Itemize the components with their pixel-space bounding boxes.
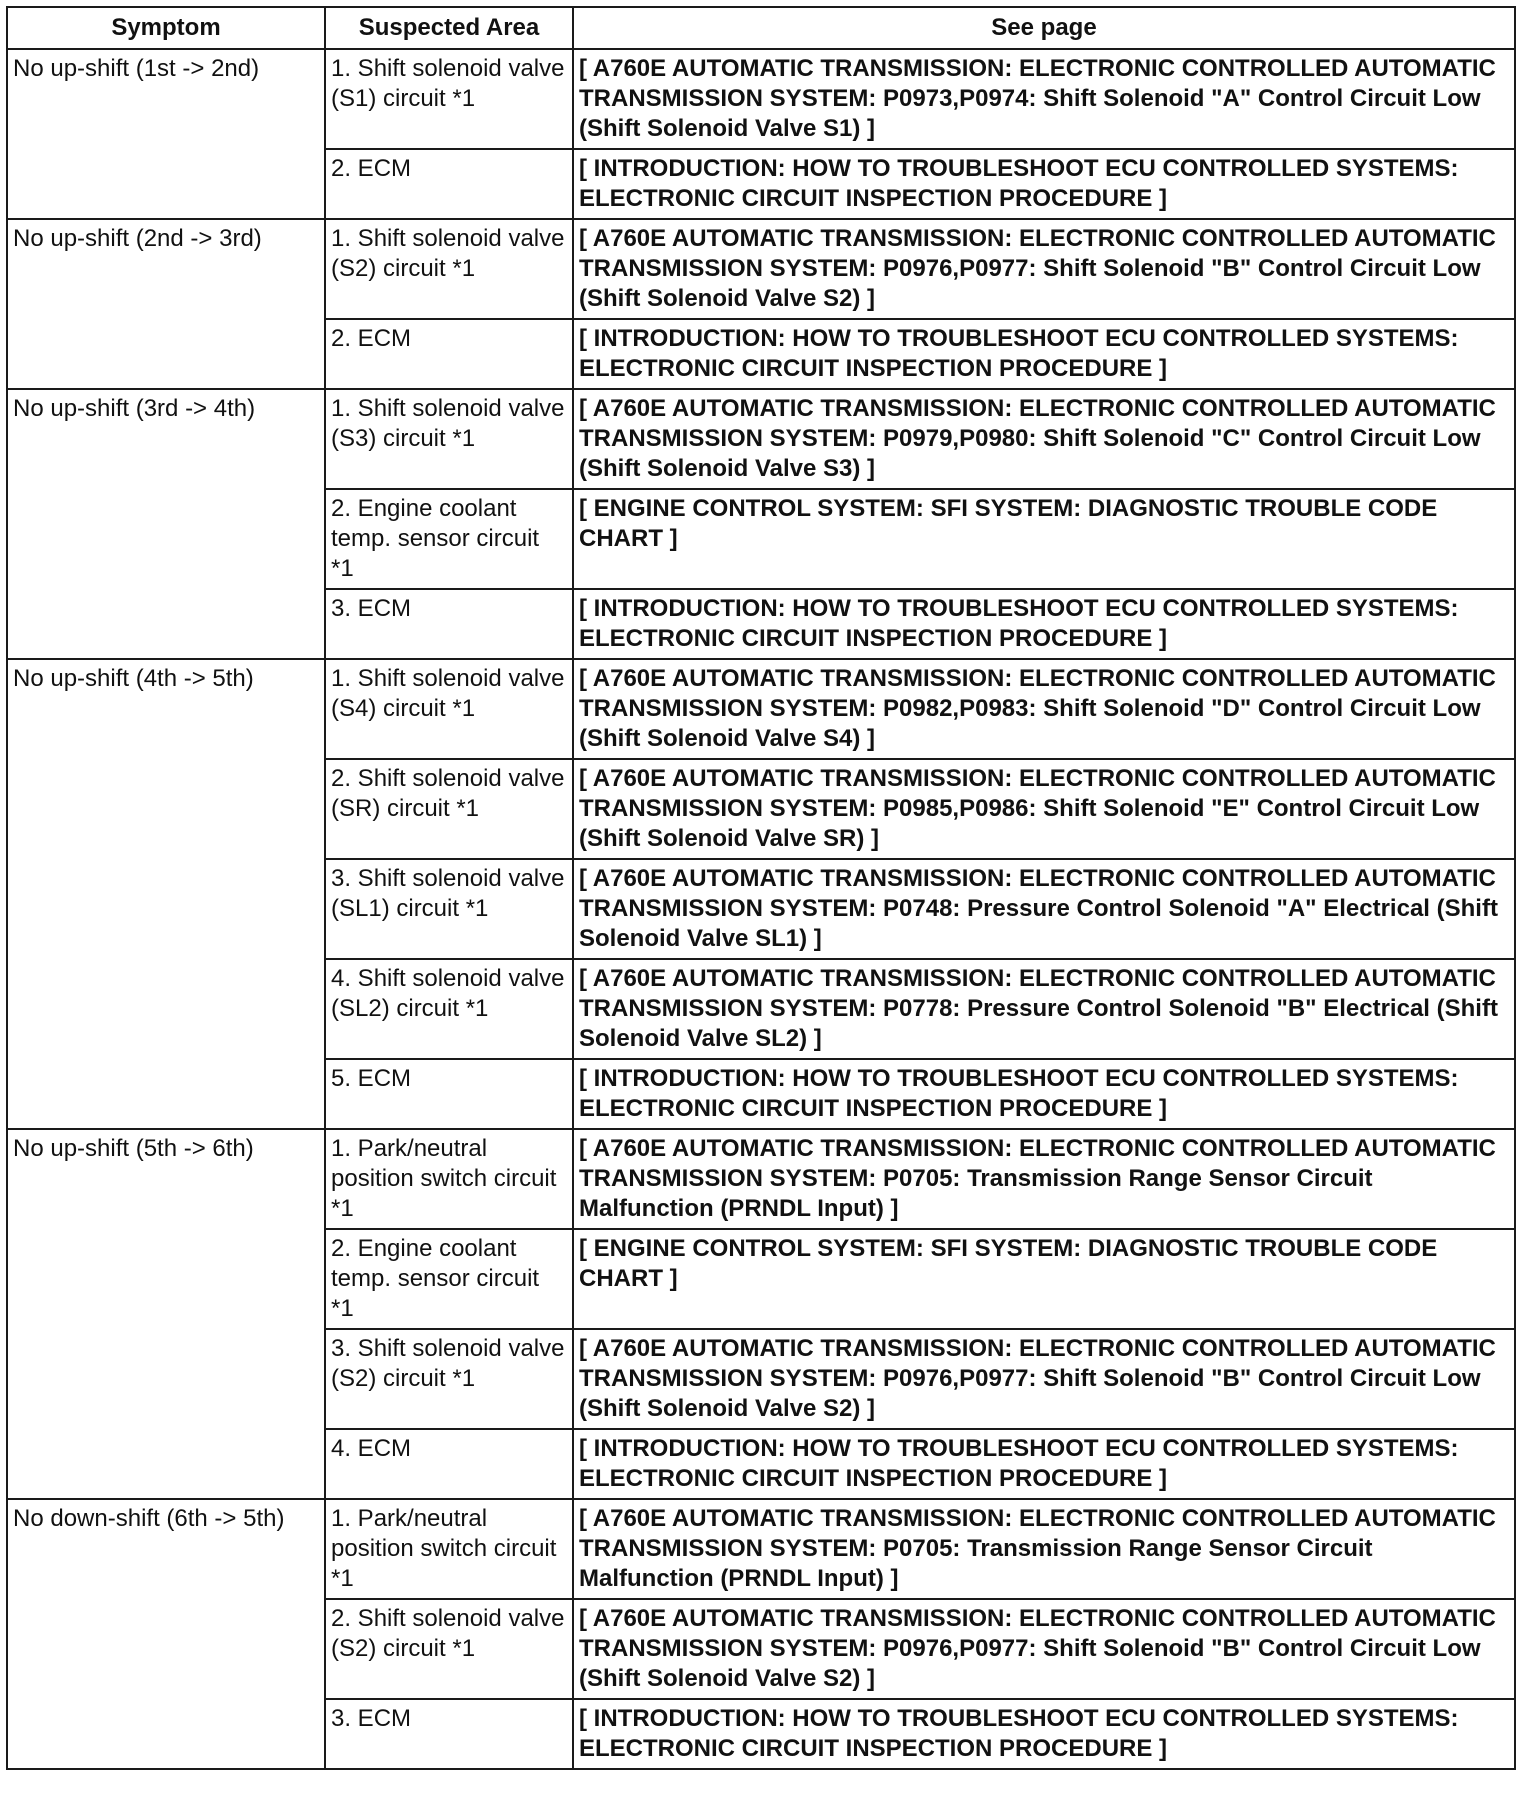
suspected-area-cell: 1. Shift solenoid valve (S1) circuit *1 [325, 49, 573, 149]
suspected-area-cell: 2. ECM [325, 319, 573, 389]
table-row [7, 1129, 1515, 1229]
table-row [7, 389, 1515, 489]
table-row [7, 659, 1515, 759]
suspected-area-cell: 5. ECM [325, 1059, 573, 1129]
see-page-link[interactable]: [ A760E AUTOMATIC TRANSMISSION: ELECTRONIC CONTROLLED AUTOMATIC TRANSMISSION SYSTEM: P0976,P0977: Shift Solenoid "B" Control Circuit Low (Shift Solenoid Valve S2) ] [573, 1599, 1515, 1699]
symptom-cell: No down-shift (6th -> 5th) [7, 1499, 325, 1769]
suspected-area-cell: 1. Shift solenoid valve (S4) circuit *1 [325, 659, 573, 759]
suspected-area-cell: 1. Shift solenoid valve (S3) circuit *1 [325, 389, 573, 489]
see-page-link[interactable]: [ INTRODUCTION: HOW TO TROUBLESHOOT ECU CONTROLLED SYSTEMS: ELECTRONIC CIRCUIT INSPECTION PROCEDURE ] [573, 1699, 1515, 1769]
see-page-link[interactable]: [ ENGINE CONTROL SYSTEM: SFI SYSTEM: DIAGNOSTIC TROUBLE CODE CHART ] [573, 489, 1515, 589]
header-symptom: Symptom [7, 7, 325, 49]
header-see-page: See page [573, 7, 1515, 49]
suspected-area-cell: 3. Shift solenoid valve (SL1) circuit *1 [325, 859, 573, 959]
see-page-link[interactable]: [ INTRODUCTION: HOW TO TROUBLESHOOT ECU CONTROLLED SYSTEMS: ELECTRONIC CIRCUIT INSPECTION PROCEDURE ] [573, 589, 1515, 659]
see-page-link[interactable]: [ A760E AUTOMATIC TRANSMISSION: ELECTRONIC CONTROLLED AUTOMATIC TRANSMISSION SYSTEM: P0979,P0980: Shift Solenoid "C" Control Circuit Low (Shift Solenoid Valve S3) ] [573, 389, 1515, 489]
suspected-area-cell: 4. Shift solenoid valve (SL2) circuit *1 [325, 959, 573, 1059]
symptom-cell: No up-shift (4th -> 5th) [7, 659, 325, 1129]
header-suspected-area: Suspected Area [325, 7, 573, 49]
header-row [7, 7, 1515, 49]
suspected-area-cell: 1. Shift solenoid valve (S2) circuit *1 [325, 219, 573, 319]
suspected-area-cell: 2. Shift solenoid valve (S2) circuit *1 [325, 1599, 573, 1699]
suspected-area-cell: 3. ECM [325, 589, 573, 659]
troubleshooting-table [6, 6, 1516, 1770]
see-page-link[interactable]: [ A760E AUTOMATIC TRANSMISSION: ELECTRONIC CONTROLLED AUTOMATIC TRANSMISSION SYSTEM: P0748: Pressure Control Solenoid "A" Electrical (Shift Solenoid Valve SL1) ] [573, 859, 1515, 959]
symptom-cell: No up-shift (1st -> 2nd) [7, 49, 325, 219]
table-row [7, 49, 1515, 149]
see-page-link[interactable]: [ A760E AUTOMATIC TRANSMISSION: ELECTRONIC CONTROLLED AUTOMATIC TRANSMISSION SYSTEM: P0973,P0974: Shift Solenoid "A" Control Circuit Low (Shift Solenoid Valve S1) ] [573, 49, 1515, 149]
see-page-link[interactable]: [ INTRODUCTION: HOW TO TROUBLESHOOT ECU CONTROLLED SYSTEMS: ELECTRONIC CIRCUIT INSPECTION PROCEDURE ] [573, 149, 1515, 219]
symptom-cell: No up-shift (3rd -> 4th) [7, 389, 325, 659]
suspected-area-cell: 2. Engine coolant temp. sensor circuit *1 [325, 1229, 573, 1329]
see-page-link[interactable]: [ A760E AUTOMATIC TRANSMISSION: ELECTRONIC CONTROLLED AUTOMATIC TRANSMISSION SYSTEM: P0985,P0986: Shift Solenoid "E" Control Circuit Low (Shift Solenoid Valve SR) ] [573, 759, 1515, 859]
see-page-link[interactable]: [ A760E AUTOMATIC TRANSMISSION: ELECTRONIC CONTROLLED AUTOMATIC TRANSMISSION SYSTEM: P0976,P0977: Shift Solenoid "B" Control Circuit Low (Shift Solenoid Valve S2) ] [573, 1329, 1515, 1429]
see-page-link[interactable]: [ INTRODUCTION: HOW TO TROUBLESHOOT ECU CONTROLLED SYSTEMS: ELECTRONIC CIRCUIT INSPECTION PROCEDURE ] [573, 1429, 1515, 1499]
see-page-link[interactable]: [ ENGINE CONTROL SYSTEM: SFI SYSTEM: DIAGNOSTIC TROUBLE CODE CHART ] [573, 1229, 1515, 1329]
suspected-area-cell: 4. ECM [325, 1429, 573, 1499]
see-page-link[interactable]: [ A760E AUTOMATIC TRANSMISSION: ELECTRONIC CONTROLLED AUTOMATIC TRANSMISSION SYSTEM: P0778: Pressure Control Solenoid "B" Electrical (Shift Solenoid Valve SL2) ] [573, 959, 1515, 1059]
see-page-link[interactable]: [ INTRODUCTION: HOW TO TROUBLESHOOT ECU CONTROLLED SYSTEMS: ELECTRONIC CIRCUIT INSPECTION PROCEDURE ] [573, 319, 1515, 389]
suspected-area-cell: 1. Park/neutral position switch circuit *1 [325, 1129, 573, 1229]
suspected-area-cell: 2. Engine coolant temp. sensor circuit *1 [325, 489, 573, 589]
table-row [7, 219, 1515, 319]
suspected-area-cell: 2. ECM [325, 149, 573, 219]
see-page-link[interactable]: [ A760E AUTOMATIC TRANSMISSION: ELECTRONIC CONTROLLED AUTOMATIC TRANSMISSION SYSTEM: P0705: Transmission Range Sensor Circuit Malfunction (PRNDL Input) ] [573, 1129, 1515, 1229]
page [6, 6, 1514, 1814]
see-page-link[interactable]: [ A760E AUTOMATIC TRANSMISSION: ELECTRONIC CONTROLLED AUTOMATIC TRANSMISSION SYSTEM: P0705: Transmission Range Sensor Circuit Malfunction (PRNDL Input) ] [573, 1499, 1515, 1599]
see-page-link[interactable]: [ A760E AUTOMATIC TRANSMISSION: ELECTRONIC CONTROLLED AUTOMATIC TRANSMISSION SYSTEM: P0982,P0983: Shift Solenoid "D" Control Circuit Low (Shift Solenoid Valve S4) ] [573, 659, 1515, 759]
suspected-area-cell: 1. Park/neutral position switch circuit *1 [325, 1499, 573, 1599]
see-page-link[interactable]: [ INTRODUCTION: HOW TO TROUBLESHOOT ECU CONTROLLED SYSTEMS: ELECTRONIC CIRCUIT INSPECTION PROCEDURE ] [573, 1059, 1515, 1129]
table-row [7, 1499, 1515, 1599]
suspected-area-cell: 2. Shift solenoid valve (SR) circuit *1 [325, 759, 573, 859]
symptom-cell: No up-shift (2nd -> 3rd) [7, 219, 325, 389]
symptom-cell: No up-shift (5th -> 6th) [7, 1129, 325, 1499]
suspected-area-cell: 3. Shift solenoid valve (S2) circuit *1 [325, 1329, 573, 1429]
suspected-area-cell: 3. ECM [325, 1699, 573, 1769]
table-body [7, 49, 1515, 1769]
see-page-link[interactable]: [ A760E AUTOMATIC TRANSMISSION: ELECTRONIC CONTROLLED AUTOMATIC TRANSMISSION SYSTEM: P0976,P0977: Shift Solenoid "B" Control Circuit Low (Shift Solenoid Valve S2) ] [573, 219, 1515, 319]
